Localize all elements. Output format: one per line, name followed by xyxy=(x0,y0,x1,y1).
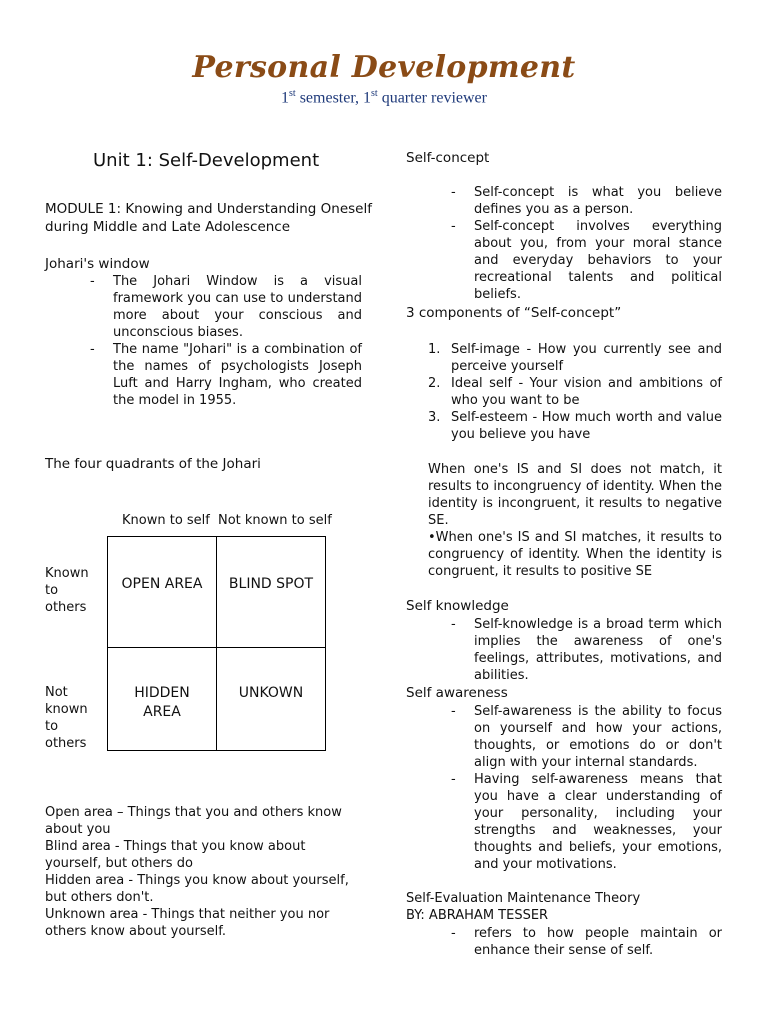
johari-grid xyxy=(107,536,326,751)
self-knowledge-heading: Self knowledge xyxy=(406,598,509,614)
component-number: 3. xyxy=(428,410,441,425)
subtitle-part: semester, 1 xyxy=(295,89,372,107)
module-heading xyxy=(45,200,372,236)
row-header-not-known xyxy=(45,684,88,752)
row-header-word: Not xyxy=(45,685,68,700)
row-header-known xyxy=(45,565,89,616)
self-concept-heading: Self-concept xyxy=(406,150,490,166)
bullet-dash: - xyxy=(451,219,456,234)
sem-heading: Self-Evaluation Maintenance Theory xyxy=(406,891,641,906)
quadrant-blind-spot xyxy=(217,537,326,648)
bullet-dash: - xyxy=(451,185,456,200)
self-awareness-text: Self-awareness is the ability to focus on yourself and how your actions, thoughts, or emotions do or don't align with your internal standards. xyxy=(474,704,722,770)
unit-title: Unit 1: Self-Development xyxy=(93,150,320,171)
quadrant-label-line: HIDDEN xyxy=(134,685,190,701)
bullet-dash: - xyxy=(451,926,456,941)
subtitle-part: quarter reviewer xyxy=(377,89,487,107)
col-header-known: Known to self xyxy=(122,513,210,528)
definition-item: Hidden area - Things you know about yourself, but others don't. xyxy=(45,873,349,905)
module-line: during Middle and Late Adolescence xyxy=(45,219,291,235)
self-concept-bullet-text: Self-concept involves everything about you, from your moral stance and everyday behaviors to your recreational talents and political beliefs. xyxy=(474,219,722,302)
quadrant-label-line: AREA xyxy=(143,704,181,720)
row-header-word: others xyxy=(45,736,87,751)
page-subtitle xyxy=(0,88,768,107)
definition-item: Blind area - Things that you know about yourself, but others do xyxy=(45,839,306,871)
component-text: Ideal self - Your vision and ambitions of who you want to be xyxy=(451,376,722,408)
row-header-word: known xyxy=(45,702,88,717)
definition-item: Open area – Things that you and others know about you xyxy=(45,805,342,837)
page-title: Personal Development xyxy=(192,50,576,85)
row-header-word: to xyxy=(45,583,59,598)
quadrant-definitions xyxy=(45,804,357,940)
subtitle-sup: st xyxy=(371,88,378,99)
sem-text: refers to how people maintain or enhance their sense of self. xyxy=(474,926,722,958)
subtitle-sup: st xyxy=(289,88,296,99)
module-line: MODULE 1: Knowing and Understanding Oneself xyxy=(45,201,372,217)
bullet-dash: - xyxy=(451,772,456,787)
component-number: 1. xyxy=(428,342,441,357)
component-number: 2. xyxy=(428,376,441,391)
definition-item: Unknown area - Things that neither you nor others know about yourself. xyxy=(45,907,330,939)
congruency-paragraph: •When one's IS and SI matches, it results to congruency of identity. When the identity is congruent, it results to positive SE xyxy=(428,530,722,579)
self-awareness-heading: Self awareness xyxy=(406,685,508,701)
johari-bullet-text: The Johari Window is a visual framework you can use to understand more about your conscious and unconscious biases. xyxy=(113,274,362,340)
quadrant-label: OPEN AREA xyxy=(121,576,203,592)
quadrant-unknown xyxy=(217,648,326,751)
bullet-dash: - xyxy=(90,342,95,357)
quadrant-open-area xyxy=(108,537,217,648)
self-knowledge-text: Self-knowledge is a broad term which implies the awareness of one's feelings, attributes, motivations, and abilities. xyxy=(474,617,722,683)
row-header-word: others xyxy=(45,600,87,615)
components-heading: 3 components of “Self-concept” xyxy=(406,305,622,321)
col-header-not-known: Not known to self xyxy=(218,513,332,528)
quadrant-label: BLIND SPOT xyxy=(228,576,314,592)
johari-bullet-text: The name "Johari" is a combination of the names of psychologists Joseph Luft and Harry Ingham, who created the model in 1955. xyxy=(113,342,362,408)
component-text: Self-esteem - How much worth and value you believe you have xyxy=(451,410,722,442)
row-header-word: to xyxy=(45,719,59,734)
row-header-word: Known xyxy=(45,566,89,581)
bullet-dash: - xyxy=(451,704,456,719)
sem-author: BY: ABRAHAM TESSER xyxy=(406,908,549,923)
bullet-dash: - xyxy=(90,274,95,289)
component-text: Self-image - How you currently see and perceive yourself xyxy=(451,342,722,374)
self-awareness-text: Having self-awareness means that you have a clear understanding of your personality, including your strengths and weaknesses, your thoughts and beliefs, your emotions, and your motivations. xyxy=(474,772,722,872)
self-concept-bullet-text: Self-concept is what you believe defines you as a person. xyxy=(474,185,722,217)
bullet-dash: - xyxy=(451,617,456,632)
subtitle-part: 1 xyxy=(281,89,290,107)
quadrant-label: UNKOWN xyxy=(238,685,304,701)
incongruency-paragraph: When one's IS and SI does not match, it results to incongruency of identity. When the identity is incongruent, it results to negative SE. xyxy=(428,462,722,528)
quadrants-heading: The four quadrants of the Johari xyxy=(45,456,261,472)
quadrant-label xyxy=(108,648,216,722)
quadrant-hidden-area xyxy=(108,648,217,751)
johari-heading: Johari's window xyxy=(45,256,150,272)
